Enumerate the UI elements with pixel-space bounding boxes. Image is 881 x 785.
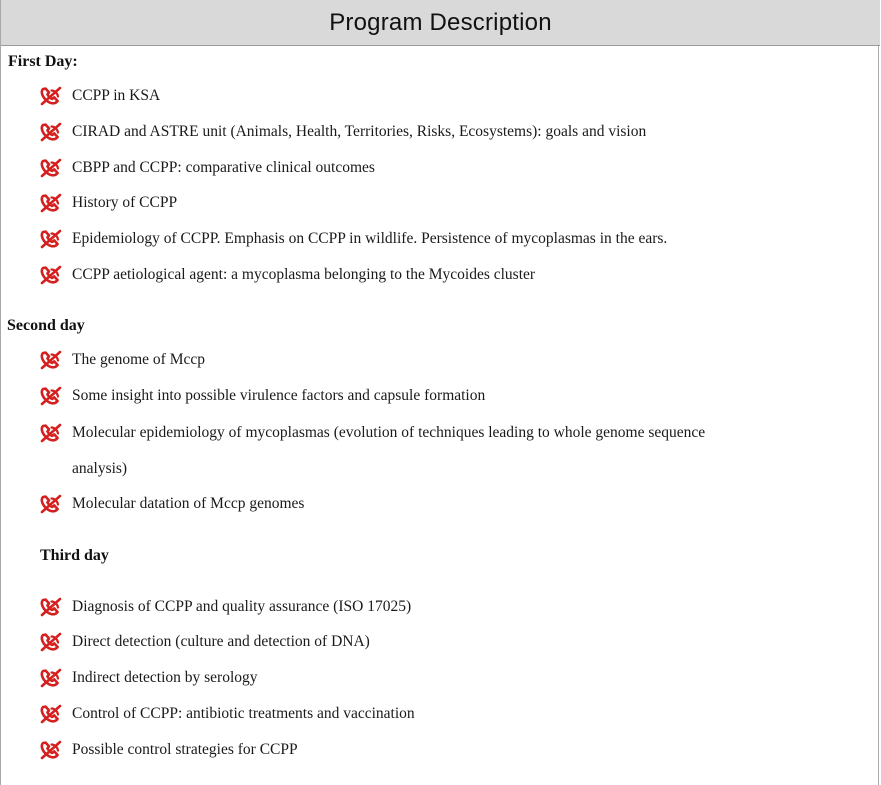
list-item-label: Some insight into possible virulence factors and capsule formation [72, 387, 486, 404]
no-phone-icon [39, 193, 63, 213]
no-phone-icon [39, 386, 63, 406]
list-item [39, 704, 415, 724]
no-phone-icon [39, 668, 63, 688]
list-item-label: Possible control strategies for CCPP [72, 741, 298, 758]
no-phone-icon [39, 632, 63, 652]
list-item [39, 350, 205, 370]
no-phone-icon [39, 704, 63, 724]
list-item-label: CCPP in KSA [72, 87, 161, 104]
section-heading-first-day: First Day: [8, 53, 78, 70]
list-item [39, 632, 370, 652]
page-title: Program Description [329, 8, 552, 36]
section-heading-third-day: Third day [40, 547, 109, 564]
list-item [39, 122, 646, 142]
no-phone-icon [39, 158, 63, 178]
list-item [39, 597, 411, 617]
section-heading-second-day: Second day [7, 317, 85, 334]
no-phone-icon [39, 423, 63, 443]
no-phone-icon [39, 122, 63, 142]
list-item [39, 265, 535, 285]
list-item-label: CBPP and CCPP: comparative clinical outcomes [72, 159, 375, 176]
list-item-label: Indirect detection by serology [72, 669, 258, 686]
list-item [39, 86, 160, 106]
list-item-label: History of CCPP [72, 194, 178, 211]
no-phone-icon [39, 350, 63, 370]
header-bar [1, 0, 880, 46]
list-item-label: CCPP aetiological agent: a mycoplasma belonging to the Mycoides cluster [72, 266, 536, 283]
no-phone-icon [39, 229, 63, 249]
list-item-label: CIRAD and ASTRE unit (Animals, Health, Territories, Risks, Ecosystems): goals and vision [72, 123, 647, 140]
list-item [39, 386, 485, 406]
no-phone-icon [39, 86, 63, 106]
list-item-label: The genome of Mccp [72, 351, 205, 368]
no-phone-icon [39, 494, 63, 514]
list-item-label: Direct detection (culture and detection of DNA) [72, 633, 370, 650]
list-item-label: Molecular datation of Mccp genomes [72, 495, 305, 512]
list-item-label: Control of CCPP: antibiotic treatments and vaccination [72, 705, 415, 722]
list-item-label: Diagnosis of CCPP and quality assurance (ISO 17025) [72, 598, 412, 615]
no-phone-icon [39, 740, 63, 760]
no-phone-icon [39, 597, 63, 617]
list-item [39, 229, 667, 249]
list-item [39, 494, 304, 514]
list-item [39, 740, 298, 760]
list-item [39, 193, 177, 213]
list-item-label: Epidemiology of CCPP. Emphasis on CCPP in wildlife. Persistence of mycoplasmas in the ears. [72, 230, 668, 247]
list-item-label: Molecular epidemiology of mycoplasmas (evolution of techniques leading to whole genome sequence [72, 424, 706, 441]
list-item [39, 423, 705, 443]
no-phone-icon [39, 265, 63, 285]
list-item [39, 158, 375, 178]
list-item-continuation: analysis) [72, 460, 128, 477]
list-item [39, 668, 258, 688]
